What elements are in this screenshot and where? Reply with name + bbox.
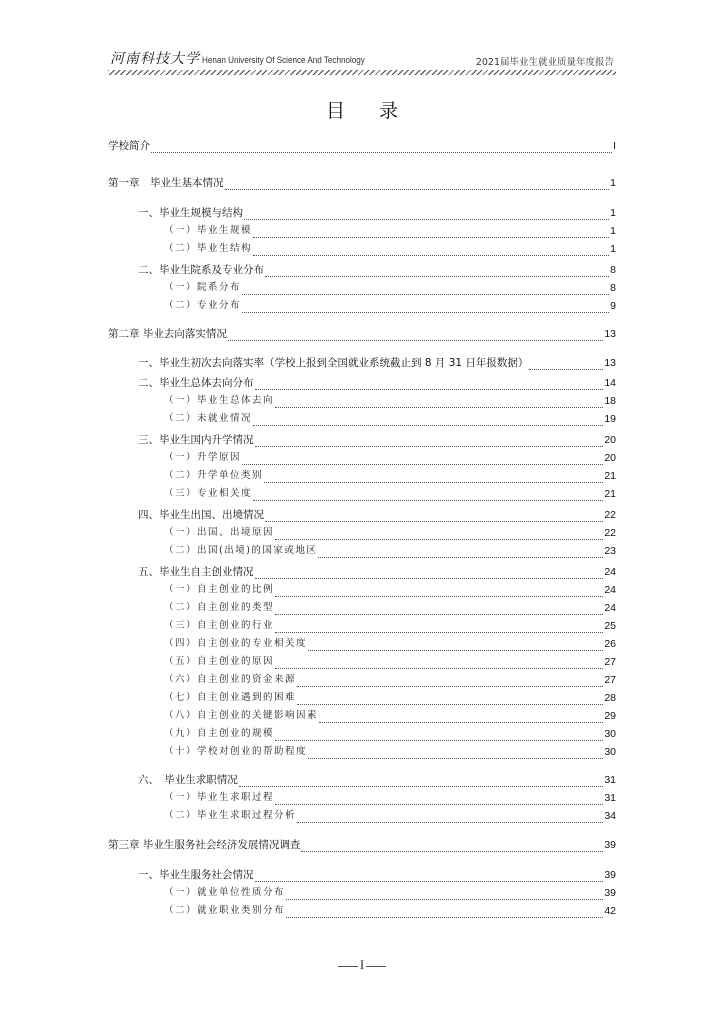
toc-entry-level2[interactable]	[138, 508, 616, 522]
toc-dot-leader	[286, 888, 603, 900]
toc-dot-leader	[297, 675, 603, 687]
toc-entry-page: 42	[604, 905, 616, 917]
toc-entry-level3[interactable]	[164, 637, 616, 651]
toc-entry-page: 27	[604, 674, 616, 686]
toc-entry-page: 27	[604, 656, 616, 668]
toc-entry-level3[interactable]	[164, 673, 616, 687]
toc-entry-label: （一）就业单位性质分布	[164, 887, 286, 898]
toc-entry-page: 30	[604, 728, 616, 740]
toc-entry-page: 21	[604, 488, 616, 500]
toc-dot-leader	[255, 870, 604, 882]
toc-dot-leader	[151, 141, 612, 153]
footer-dash-left	[338, 966, 358, 967]
toc-dot-leader	[253, 244, 609, 256]
toc-entry-page: 24	[604, 566, 616, 578]
toc-dot-leader	[239, 775, 604, 787]
toc-entry-page: 1	[610, 225, 616, 237]
toc-entry-page: 20	[604, 434, 616, 446]
toc-entry-level3[interactable]	[164, 224, 616, 238]
toc-entry-level2[interactable]	[138, 356, 616, 370]
toc-entry-label: （二）升学单位类别	[164, 470, 264, 481]
header-hatch-divider	[108, 70, 616, 75]
toc-entry-page: 39	[604, 839, 616, 851]
toc-entry-label: 第三章 毕业生服务社会经济发展情况调查	[108, 839, 301, 851]
toc-entry-label: 三、毕业生国内升学情况	[138, 434, 254, 446]
toc-entry-level2[interactable]	[138, 868, 616, 882]
toc-entry-page: 39	[604, 869, 616, 881]
toc-entry-level3[interactable]	[164, 544, 616, 558]
toc-entry-label: （二）未就业情况	[164, 413, 253, 424]
toc-entry-level3[interactable]	[164, 655, 616, 669]
toc-entry-level3[interactable]	[164, 886, 616, 900]
toc-entry-label: （一）出国、出境原因	[164, 527, 275, 538]
toc-entry-page: 21	[604, 470, 616, 482]
toc-entry-label: （二）就业职业类别分布	[164, 905, 286, 916]
toc-entry-level3[interactable]	[164, 487, 616, 501]
toc-dot-leader	[275, 585, 603, 597]
toc-title: 目 录	[325, 100, 413, 122]
toc-dot-leader	[529, 358, 603, 370]
toc-entry-page: 8	[610, 282, 616, 294]
toc-entry-label: （一）院系分布	[164, 282, 242, 293]
toc-entry-page: 13	[604, 357, 616, 369]
toc-entry-label: （六）自主创业的资金来源	[164, 674, 297, 685]
toc-dot-leader	[253, 489, 603, 501]
toc-entry-level2[interactable]	[138, 206, 616, 220]
toc-entry-level3[interactable]	[164, 727, 616, 741]
toc-entry-level1[interactable]	[108, 838, 616, 852]
toc-dot-leader	[297, 693, 603, 705]
toc-entry-label: （十）学校对创业的帮助程度	[164, 746, 308, 757]
toc-entry-page: 1	[610, 177, 616, 189]
toc-dot-leader	[286, 906, 603, 918]
toc-entry-page: 22	[604, 527, 616, 539]
toc-entry-page: 26	[604, 638, 616, 650]
toc-entry-level3[interactable]	[164, 451, 616, 465]
toc-entry-label: （二）自主创业的类型	[164, 602, 275, 613]
toc-entry-page: 14	[604, 377, 616, 389]
toc-entry-level2[interactable]	[138, 565, 616, 579]
toc-entry-label: 一、毕业生初次去向落实率（学校上报到全国就业系统截止到 8 月 31 日年报数据）	[138, 357, 529, 369]
toc-entry-label: 六、 毕业生求职情况	[138, 774, 238, 786]
toc-entry-level1[interactable]	[108, 139, 616, 153]
toc-dot-leader	[275, 793, 603, 805]
toc-dot-leader	[275, 729, 603, 741]
toc-entry-level2[interactable]	[138, 376, 616, 390]
toc-entry-level3[interactable]	[164, 619, 616, 633]
toc-entry-page: 20	[604, 452, 616, 464]
toc-entry-page: 24	[604, 602, 616, 614]
toc-entry-page: 18	[604, 395, 616, 407]
toc-dot-leader	[225, 178, 610, 190]
toc-entry-page: 31	[604, 792, 616, 804]
toc-entry-page: 30	[604, 746, 616, 758]
toc-entry-page: 8	[610, 264, 616, 276]
toc-dot-leader	[242, 453, 603, 465]
toc-dot-leader	[297, 811, 603, 823]
toc-entry-label: （四）自主创业的专业相关度	[164, 638, 308, 649]
toc-entry-label: （一）自主创业的比例	[164, 584, 275, 595]
toc-entry-label: 二、毕业生总体去向分布	[138, 377, 254, 389]
toc-entry-level3[interactable]	[164, 412, 616, 426]
toc-entry-page: 13	[604, 328, 616, 340]
toc-dot-leader	[242, 301, 609, 313]
toc-dot-leader	[265, 265, 609, 277]
toc-entry-level3[interactable]	[164, 904, 616, 918]
toc-dot-leader	[301, 840, 603, 852]
toc-entry-level3[interactable]	[164, 709, 616, 723]
toc-entry-label: 二、毕业生院系及专业分布	[138, 264, 264, 276]
toc-entry-label: （二）毕业生结构	[164, 243, 253, 254]
toc-dot-leader	[265, 510, 603, 522]
toc-entry-page: 24	[604, 584, 616, 596]
toc-entry-label: （一）升学原因	[164, 452, 242, 463]
toc-entry-level3[interactable]	[164, 791, 616, 805]
toc-dot-leader	[275, 396, 603, 408]
toc-entry-level3[interactable]	[164, 394, 616, 408]
toc-dot-leader	[264, 471, 603, 483]
page-header	[108, 46, 616, 68]
toc-dot-leader	[255, 378, 604, 390]
toc-dot-leader	[308, 747, 603, 759]
toc-entry-page: 1	[610, 243, 616, 255]
toc-entry-page: 34	[604, 810, 616, 822]
footer-dash-right	[366, 966, 386, 967]
toc-entry-page: 19	[604, 413, 616, 425]
toc-entry-level3[interactable]	[164, 469, 616, 483]
toc-entry-level3[interactable]	[164, 242, 616, 256]
toc-entry-level3[interactable]	[164, 299, 616, 313]
toc-entry-label: （二）专业分布	[164, 300, 242, 311]
toc-dot-leader	[242, 283, 609, 295]
university-logo-chinese: 河南科技大学	[110, 51, 200, 67]
toc-entry-level3[interactable]	[164, 809, 616, 823]
toc-entry-page: 29	[604, 710, 616, 722]
toc-entry-label: （一）毕业生规模	[164, 225, 253, 236]
toc-entry-level3[interactable]	[164, 526, 616, 540]
toc-entry-label: 一、毕业生规模与结构	[138, 207, 243, 219]
toc-entry-label: （一）毕业生求职过程	[164, 792, 275, 803]
toc-entry-label: （五）自主创业的原因	[164, 656, 275, 667]
toc-entry-label: （一）毕业生总体去向	[164, 395, 275, 406]
page-footer	[0, 957, 724, 973]
toc-dot-leader	[228, 329, 603, 341]
report-title: 2021届毕业生就业质量年度报告	[475, 57, 614, 68]
toc-entry-label: 五、毕业生自主创业情况	[138, 566, 254, 578]
toc-entry-level3[interactable]	[164, 691, 616, 705]
toc-entry-page: 1	[610, 207, 616, 219]
toc-dot-leader	[253, 414, 603, 426]
toc-entry-label: （七）自主创业遇到的困难	[164, 692, 297, 703]
toc-entry-page: 23	[604, 545, 616, 557]
toc-entry-level2[interactable]	[138, 773, 616, 787]
toc-entry-label: （三）自主创业的行业	[164, 620, 275, 631]
toc-dot-leader	[319, 711, 603, 723]
toc-dot-leader	[255, 435, 604, 447]
toc-dot-leader	[318, 546, 603, 558]
toc-entry-label: （二）毕业生求职过程分析	[164, 810, 297, 821]
toc-entry-page: 31	[604, 774, 616, 786]
toc-entry-page: I	[613, 140, 616, 152]
toc-dot-leader	[255, 567, 604, 579]
toc-dot-leader	[308, 639, 603, 651]
university-logo-english: Henan University Of Science And Technology	[202, 55, 365, 65]
toc-entry-label: （八）自主创业的关键影响因素	[164, 710, 319, 721]
toc-entry-label: 第二章 毕业去向落实情况	[108, 328, 227, 340]
toc-entry-level3[interactable]	[164, 583, 616, 597]
toc-entry-page: 28	[604, 692, 616, 704]
toc-entry-page: 22	[604, 509, 616, 521]
toc-entry-label: 四、毕业生出国、出境情况	[138, 509, 264, 521]
toc-entry-label: （二）出国(出境)的国家或地区	[164, 545, 318, 556]
toc-entry-label: 一、毕业生服务社会情况	[138, 869, 254, 881]
toc-entry-level2[interactable]	[138, 433, 616, 447]
toc-entry-page: 9	[610, 300, 616, 312]
toc-entry-level2[interactable]	[138, 263, 616, 277]
toc-entry-label: 学校简介	[108, 140, 150, 152]
toc-entry-level1[interactable]	[108, 176, 616, 190]
toc-entry-level3[interactable]	[164, 745, 616, 759]
toc-dot-leader	[275, 621, 603, 633]
toc-dot-leader	[275, 657, 603, 669]
toc-dot-leader	[244, 208, 609, 220]
toc-entry-level3[interactable]	[164, 601, 616, 615]
toc-entry-level3[interactable]	[164, 281, 616, 295]
toc-entry-level1[interactable]	[108, 327, 616, 341]
toc-dot-leader	[253, 226, 609, 238]
toc-entry-page: 25	[604, 620, 616, 632]
toc-entry-label: （三）专业相关度	[164, 488, 253, 499]
toc-entry-label: （九）自主创业的规模	[164, 728, 275, 739]
toc-entry-label: 第一章 毕业生基本情况	[108, 177, 224, 189]
footer-page-number: I	[359, 957, 365, 972]
toc-entry-page: 39	[604, 887, 616, 899]
toc-dot-leader	[275, 528, 603, 540]
toc-dot-leader	[275, 603, 603, 615]
